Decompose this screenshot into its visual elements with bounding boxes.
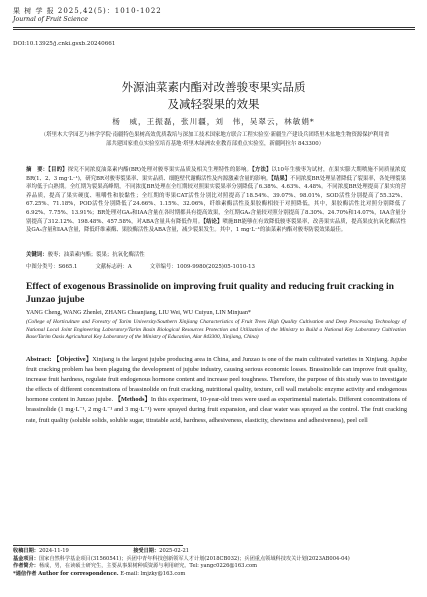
- objective-cn: 探究不同浓度油菜素内酯(BR)处理对骏枣果实品质及相关生理特性的影响。: [67, 167, 253, 173]
- header-rule: [13, 27, 415, 28]
- results-cn: 不同浓度BR处理显著降低了裂果率，各处理裂果率均低于白熟期。全红期为裂果高峰期，不同浓度BR处理在全红期较对照果实裂果率分别降低了6.38%、4.63%、4.48%。不同浓度BR处理提高了果实的营养品质，提高了果实硬度、咀嚼性和胶黏性；全红期的枣果CAT活性分别比对照提高了18.54%、39.07%、98.01%，SOD活性分别提高了55.32%、67.25%、71.18%，POD活性分别降低了24.66%、1.15%、32.06%，纤维素酶活性及果胶酶相较于对照降低，其中，果胶酶活性比对照分别降低了6.92%、7.75%、13.91%；BR处理对GA₃和IAA含量在各时期都具有提高效果，全红期GA₃含量较对照分别提高了8.30%、24.70%和14.07%，IAA含量分别提高了312.12%、198.48%、457.58%，对ABA含量具有降低作用。: [26, 175, 406, 225]
- abstract-en-label: Abstract:: [26, 356, 52, 363]
- funding-text: 国家自然科学基金项目(31560541)；兵团中青年科技创新领军人才计划(2018CB032)；兵团重点领域科技攻关计划(2023AB004-04): [38, 555, 350, 562]
- footnote-rule: [13, 545, 183, 546]
- methods-en: In this experiment, 10-year-old trees were used as experimental materials. Different concentrations of brassinolide (1 mg·L⁻¹, 2 mg·L⁻¹ and 3 mg·L⁻¹) were sprayed during fruit expansion, and clear water was sprayed as the control. The fruit cracking rate, fruit quality (soluble solids, soluble sugar, titratable acid, hardness, adhesiveness, elasticity, chewiness and adhesiveness), peel cell: [26, 396, 407, 424]
- authors-en: YANG Cheng, WANG Zhenlei, ZHANG Chuanjiang, LIU Wei, WU Cuiyun, LIN Minjuan*: [26, 310, 251, 316]
- author-bio-label: 作者简介：: [13, 563, 39, 569]
- article-number: 文章编号：1009-9980(2025)05-1010-13: [149, 264, 255, 270]
- received-date: 2024-11-19: [38, 548, 69, 554]
- title-cn-line-1: 外源油菜素内酯对改善骏枣果实品质: [121, 80, 306, 94]
- doc-code: 文献标志码：A: [95, 264, 132, 270]
- objective-tag-en: 【Objective】: [53, 356, 93, 363]
- correspondence-line: [13, 571, 415, 579]
- author-bio-line: [13, 563, 415, 571]
- methods-cn: 以10年生骏枣为试材，在果实膨大期喷施不同质量浓度BR(1、2、3 mg·L⁻¹)，研究BR对骏枣裂果率、果实品质、细胞壁代谢酶活性及内源激素含量的影响。: [26, 167, 406, 182]
- objective-tag-cn: 【目的】: [48, 167, 68, 173]
- correspondence-label: *通信作者 Author for correspondence.: [13, 570, 119, 577]
- received-line: [13, 548, 415, 556]
- affiliation-en: (College of Horticulture and Forestry of Tarim University/Southern Xinjiang Characteristics of Fruit Trees High Quality Cultivation and Deep Processing Technology of National Local Joint Engineering Laboratory/Tarim Basin Biological Resources Protection and Utilization of the Ministry to Build a National Key Laboratory Cultivation Base/Tarim Oasis Agricultural Key Laboratory of the Ministry of Education, Alar 843300, Xinjiang, China): [26, 319, 406, 341]
- classification-line: [26, 262, 406, 270]
- header-rule-thin: [13, 29, 415, 30]
- affiliation-cn: （塔里木大学园艺与林学学院·南疆特色果树高效优质栽培与深加工技术国家地方联合工程实验室·新疆生产建设兵团塔里木盆地生物资源保护利用省部共建国家重点实验室培育基地·塔里木绿洲农业教育部重点实验室，新疆阿拉尔 843300）: [40, 132, 390, 147]
- conclusion-cn: 喷施BR能够在有效降低骏枣裂果率，改善果实品质，提高果皮抗氧化酶活性及GA₃含量和IAA含量，降低纤维素酶、果胶酶活性及ABA含量，减少裂果发生。其中，1 mg·L⁻¹的油菜素内酯对骏枣防裂效果最佳。: [26, 218, 406, 234]
- title-en: Effect of exogenous Brassinolide on improving fruit quality and reducing fruit cracking in Junzao jujube: [26, 281, 394, 305]
- methods-tag-cn: 【方法】: [252, 167, 272, 173]
- footnotes: [13, 548, 415, 578]
- keywords-cn: [26, 251, 406, 260]
- keywords-cn-text: 骏枣；油菜素内酯；裂果；抗氧化酶活性: [47, 252, 145, 258]
- abstract-cn-label: 摘 要：: [26, 167, 49, 173]
- objective-en: Xinjiang is the largest jujube producing area in China, and Junzao is one of the main cultivated varieties in Xinjiang. Jujube fruit cracking problem has been plaguing the development of jujube industry, causing serious economic losses. Brassinolide can improve fruit quality, increase fruit hardness, regulate fruit endogenous hormone content and increase peel toughness. Therefore, the purpose of this study was to investigate the effects of different concentrations of brassinolide on fruit cracking, nutritional quality, texture, cell wall metabolic enzyme activity and endogenous hormone content in Junzao jujube.: [26, 356, 407, 404]
- title-cn-line-2: 及减轻裂果的效果: [167, 97, 260, 111]
- authors-cn: 杨 威，王振磊，张川疆，刘 伟，吴翠云，林敏娟*: [112, 117, 315, 126]
- journal-header-cn: 果 树 学 报 2025,42(5)：1010-1022: [13, 7, 162, 15]
- author-bio-text: 杨成，男，在读硕士研究生，主要从事果树种质资源与利用研究。Tel: yangc0226@163.com: [38, 563, 258, 569]
- clc-number: 中图分类号：S665.1: [26, 264, 78, 270]
- accepted-label: 接受日期：: [133, 548, 160, 554]
- accepted-date: 2025-02-21: [159, 548, 190, 554]
- journal-header-en: Journal of Fruit Science: [13, 16, 88, 23]
- conclusion-tag-cn: 【结论】: [203, 218, 223, 225]
- methods-tag-en: 【Methods】: [114, 396, 151, 404]
- abstract-cn: [26, 166, 406, 235]
- keywords-cn-label: 关键词：: [26, 252, 48, 258]
- abstract-en: [26, 355, 407, 426]
- doi[interactable]: DOI:10.13925/j.cnki.gsxb.20240661: [13, 41, 116, 47]
- received-label: 收稿日期：: [13, 548, 39, 554]
- results-tag-cn: 【结果】: [271, 175, 291, 182]
- correspondence-email[interactable]: E-mail: lmjzky@163.com: [120, 570, 186, 577]
- funding-label: 基金项目：: [13, 555, 39, 562]
- funding-line: [13, 556, 415, 564]
